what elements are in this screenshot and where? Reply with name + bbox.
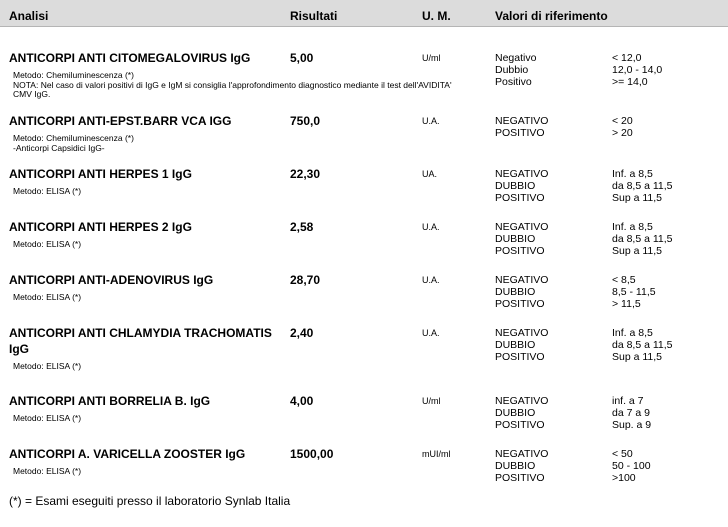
unit-of-measure: UA. [422, 169, 438, 179]
unit-of-measure: U.A. [422, 328, 440, 338]
method-note: Metodo: ELISA (*) [13, 466, 82, 476]
reference-value: < 50 [612, 448, 633, 460]
unit-of-measure: mUI/ml [422, 449, 451, 459]
method-note: -Anticorpi Capsidici IgG- [13, 142, 105, 153]
reference-label: DUBBIO [495, 460, 536, 472]
reference-label: DUBBIO [495, 339, 536, 351]
analysis-name-line: ANTICORPI ANTI CITOMEGALOVIRUS IgG [9, 51, 251, 65]
reference-label: POSITIVO [495, 245, 545, 257]
reference-label: Dubbio [495, 64, 529, 76]
reference-labels [495, 221, 548, 257]
reference-label: NEGATIVO [495, 448, 549, 460]
reference-label: Negativo [495, 52, 537, 64]
reference-labels [495, 327, 548, 363]
method-note: Metodo: Chemiluminescenza (*) [13, 133, 134, 143]
analysis-name [9, 325, 281, 357]
analysis-name-line: ANTICORPI ANTI-EPST.BARR VCA IGG [9, 114, 232, 128]
unit-of-measure: U.A. [422, 275, 440, 285]
result-value: 1500,00 [290, 447, 334, 461]
reference-value: Inf. a 8,5 [612, 221, 653, 233]
reference-labels [495, 52, 536, 88]
method-notes [13, 71, 493, 100]
analysis-name-line: ANTICORPI ANTI BORRELIA B. IgG [9, 394, 211, 408]
reference-value: 8,5 - 11,5 [612, 286, 656, 298]
result-value: 22,30 [290, 167, 321, 181]
result-value: 4,00 [290, 394, 314, 408]
method-notes [13, 187, 493, 197]
analysis-name-line: ANTICORPI A. VARICELLA ZOOSTER IgG [9, 447, 246, 461]
reference-value: < 12,0 [612, 52, 642, 64]
result-value: 5,00 [290, 51, 314, 65]
analysis-name [9, 446, 281, 462]
reference-labels [495, 115, 548, 139]
method-note: Metodo: Chemiluminescenza (*) [13, 70, 134, 80]
reference-value: Sup a 11,5 [612, 351, 663, 363]
reference-label: DUBBIO [495, 180, 536, 192]
reference-values [612, 395, 651, 431]
analysis-name-line: ANTICORPI ANTI HERPES 1 IgG [9, 167, 192, 181]
reference-value: da 7 a 9 [612, 407, 650, 419]
reference-labels [495, 395, 548, 431]
reference-label: NEGATIVO [495, 115, 549, 127]
method-notes [13, 362, 493, 372]
method-notes [13, 134, 493, 153]
reference-value: da 8,5 a 11,5 [612, 233, 673, 245]
analysis-name [9, 219, 281, 235]
analysis-name [9, 50, 281, 66]
method-note: Metodo: ELISA (*) [13, 292, 82, 302]
reference-value: Sup. a 9 [612, 419, 652, 431]
table-header [0, 0, 728, 27]
reference-label: NEGATIVO [495, 221, 549, 233]
reference-value: da 8,5 a 11,5 [612, 180, 673, 192]
result-value: 2,40 [290, 326, 314, 340]
reference-values [612, 221, 673, 257]
reference-label: POSITIVO [495, 192, 545, 204]
result-value: 28,70 [290, 273, 321, 287]
unit-of-measure: U.A. [422, 222, 440, 232]
reference-value: > 20 [612, 127, 633, 139]
reference-label: POSITIVO [495, 472, 545, 484]
reference-values [612, 327, 673, 363]
reference-value: > 11,5 [612, 298, 641, 310]
reference-values [612, 168, 673, 204]
reference-values [612, 274, 656, 310]
method-note: Metodo: ELISA (*) [13, 186, 82, 196]
reference-labels [495, 168, 548, 204]
reference-label: NEGATIVO [495, 274, 549, 286]
reference-value: inf. a 7 [612, 395, 644, 407]
analysis-name [9, 393, 281, 409]
unit-of-measure: U/ml [422, 396, 441, 406]
reference-value: >= 14,0 [612, 76, 648, 88]
reference-label: POSITIVO [495, 298, 545, 310]
reference-value: < 20 [612, 115, 633, 127]
analysis-name-line: ANTICORPI ANTI CHLAMYDIA TRACHOMATIS [9, 326, 272, 340]
reference-label: POSITIVO [495, 127, 545, 139]
reference-labels [495, 448, 548, 484]
reference-label: POSITIVO [495, 419, 545, 431]
reference-label: DUBBIO [495, 233, 536, 245]
analysis-name [9, 272, 281, 288]
reference-label: NEGATIVO [495, 327, 549, 339]
reference-values [612, 115, 633, 139]
method-note: CMV IgG. [13, 89, 51, 99]
reference-value: < 8,5 [612, 274, 636, 286]
analysis-name-line: IgG [9, 342, 29, 356]
analysis-name-line: ANTICORPI ANTI-ADENOVIRUS IgG [9, 273, 214, 287]
reference-label: Positivo [495, 76, 532, 88]
reference-value: Inf. a 8,5 [612, 327, 653, 339]
unit-of-measure: U/ml [422, 53, 441, 63]
reference-value: 12,0 - 14,0 [612, 64, 663, 76]
method-notes [13, 293, 493, 303]
method-note: Metodo: ELISA (*) [13, 361, 82, 371]
reference-label: NEGATIVO [495, 395, 549, 407]
reference-label: NEGATIVO [495, 168, 549, 180]
header-um: U. M. [422, 9, 451, 23]
reference-label: DUBBIO [495, 286, 536, 298]
reference-values [612, 448, 651, 484]
reference-value: Inf. a 8,5 [612, 168, 653, 180]
reference-values [612, 52, 662, 88]
method-notes [13, 414, 493, 424]
reference-label: POSITIVO [495, 351, 545, 363]
reference-value: Sup a 11,5 [612, 192, 663, 204]
result-value: 2,58 [290, 220, 314, 234]
method-note: NOTA: Nel caso di valori positivi di IgG e IgM si consiglia l'approfondimento diagnostico mediante il test dell'AVIDITA' [13, 79, 452, 90]
header-valori: Valori di riferimento [495, 9, 608, 23]
footer-note: (*) = Esami eseguiti presso il laboratorio Synlab Italia [9, 494, 291, 508]
reference-value: Sup a 11,5 [612, 245, 663, 257]
header-analisi: Analisi [9, 9, 49, 23]
unit-of-measure: U.A. [422, 116, 440, 126]
analysis-name-line: ANTICORPI ANTI HERPES 2 IgG [9, 220, 192, 234]
method-notes [13, 240, 493, 250]
result-value: 750,0 [290, 114, 321, 128]
reference-value: da 8,5 a 11,5 [612, 339, 673, 351]
analysis-name [9, 113, 281, 129]
method-note: Metodo: ELISA (*) [13, 239, 82, 249]
reference-label: DUBBIO [495, 407, 536, 419]
reference-labels [495, 274, 548, 310]
reference-value: >100 [612, 472, 636, 484]
analysis-name [9, 166, 281, 182]
reference-value: 50 - 100 [612, 460, 651, 472]
method-note: Metodo: ELISA (*) [13, 413, 82, 423]
method-notes [13, 467, 493, 477]
header-risultati: Risultati [290, 9, 338, 23]
